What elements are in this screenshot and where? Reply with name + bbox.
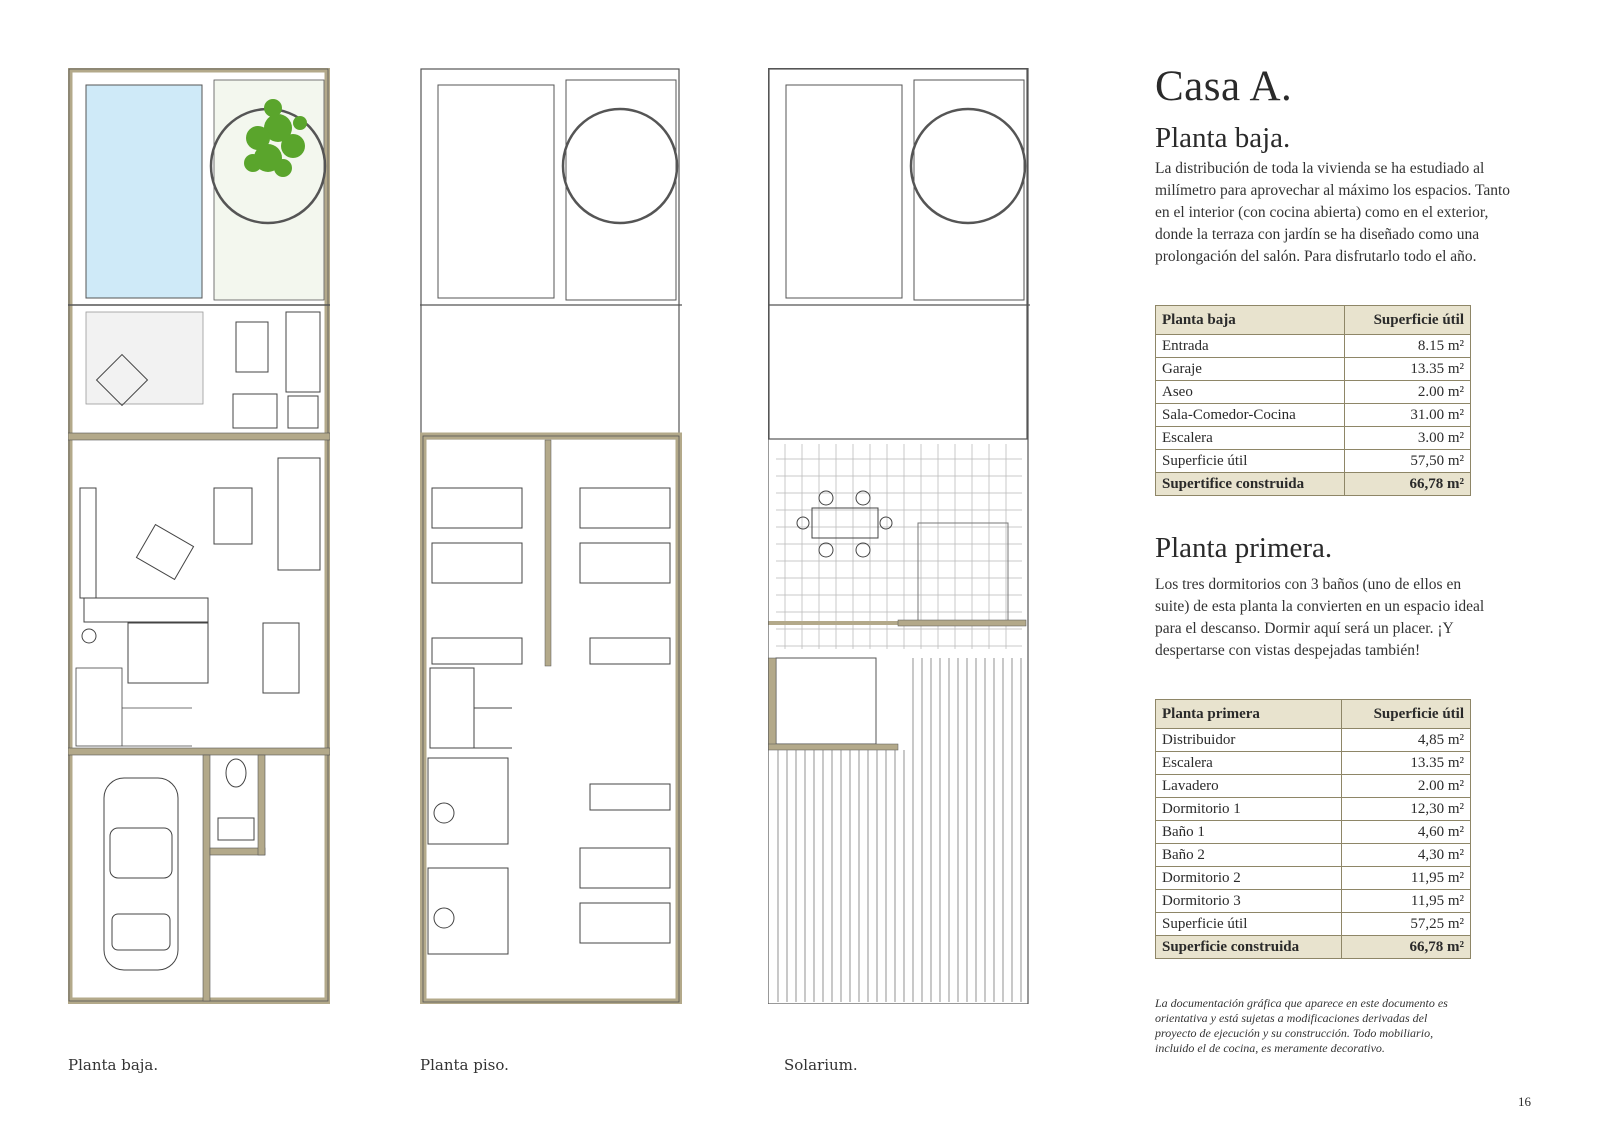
room-name: Lavadero <box>1156 775 1342 798</box>
table-row <box>1156 913 1471 936</box>
caption-plan-solarium: Solarium. <box>784 1056 858 1074</box>
room-area: 4,60 m² <box>1342 821 1471 844</box>
table-total-row <box>1156 936 1471 959</box>
ground-heading: Planta baja. <box>1155 122 1291 154</box>
table-row <box>1156 450 1471 473</box>
caption-plan-first: Planta piso. <box>420 1056 509 1074</box>
room-area: 3.00 m² <box>1344 427 1470 450</box>
room-name: Entrada <box>1156 335 1345 358</box>
room-area: 31.00 m² <box>1344 404 1470 427</box>
room-area: 12,30 m² <box>1342 798 1471 821</box>
room-name: Escalera <box>1156 427 1345 450</box>
table-row <box>1156 729 1471 752</box>
room-area: 13.35 m² <box>1342 752 1471 775</box>
table-row <box>1156 404 1471 427</box>
first-heading: Planta primera. <box>1155 532 1333 564</box>
caption-plan-ground: Planta baja. <box>68 1056 159 1074</box>
room-area: 2.00 m² <box>1344 381 1470 404</box>
table-row <box>1156 867 1471 890</box>
room-name: Distribuidor <box>1156 729 1342 752</box>
total-label: Superficie construida <box>1156 936 1342 959</box>
room-name: Baño 2 <box>1156 844 1342 867</box>
room-name: Dormitorio 3 <box>1156 890 1342 913</box>
ground-area-table <box>1155 305 1471 496</box>
table-row <box>1156 821 1471 844</box>
room-area: 8.15 m² <box>1344 335 1470 358</box>
header-room: Planta primera <box>1156 700 1342 729</box>
disclaimer-note: La documentación gráfica que aparece en este documento es orientativa y está sujetas a modificaciones derivadas del proyecto de ejecución y su construcción. Todo mobiliario, incluido el de cocina, es meramente decorativo. <box>1155 996 1448 1055</box>
table-row <box>1156 358 1471 381</box>
page-number: 16 <box>1518 1094 1531 1109</box>
room-name: Aseo <box>1156 381 1345 404</box>
floor-plan-solarium <box>768 68 1030 1004</box>
room-name: Superficie útil <box>1156 913 1342 936</box>
table-header <box>1156 700 1471 729</box>
header-room: Planta baja <box>1156 306 1345 335</box>
table-row <box>1156 381 1471 404</box>
room-area: 57,50 m² <box>1344 450 1470 473</box>
room-area: 11,95 m² <box>1342 890 1471 913</box>
table-row <box>1156 752 1471 775</box>
floor-plan-first <box>420 68 682 1004</box>
total-area: 66,78 m² <box>1344 473 1470 496</box>
header-area: Superficie útil <box>1344 306 1470 335</box>
total-label: Supertifice construida <box>1156 473 1345 496</box>
table-row <box>1156 798 1471 821</box>
room-area: 13.35 m² <box>1344 358 1470 381</box>
room-area: 4,30 m² <box>1342 844 1471 867</box>
room-name: Escalera <box>1156 752 1342 775</box>
room-area: 11,95 m² <box>1342 867 1471 890</box>
room-area: 57,25 m² <box>1342 913 1471 936</box>
table-row <box>1156 427 1471 450</box>
first-area-table <box>1155 699 1471 959</box>
table-row <box>1156 775 1471 798</box>
room-name: Dormitorio 1 <box>1156 798 1342 821</box>
table-row <box>1156 844 1471 867</box>
table-row <box>1156 335 1471 358</box>
room-name: Dormitorio 2 <box>1156 867 1342 890</box>
total-area: 66,78 m² <box>1342 936 1471 959</box>
room-name: Garaje <box>1156 358 1345 381</box>
room-name: Baño 1 <box>1156 821 1342 844</box>
table-row <box>1156 890 1471 913</box>
room-area: 4,85 m² <box>1342 729 1471 752</box>
table-total-row <box>1156 473 1471 496</box>
page-title: Casa A. <box>1155 63 1293 110</box>
room-area: 2.00 m² <box>1342 775 1471 798</box>
floor-plan-ground <box>68 68 330 1004</box>
header-area: Superficie útil <box>1342 700 1471 729</box>
first-description: Los tres dormitorios con 3 baños (uno de ellos en suite) de esta planta la convierten en un espacio ideal para el descanso. Dormir aquí será un placer. ¡Y despertarse con vistas despejadas también! <box>1155 576 1485 659</box>
room-name: Superficie útil <box>1156 450 1345 473</box>
ground-description: La distribución de toda la vivienda se ha estudiado al milímetro para aprovechar al máximo los espacios. Tanto en el interior (con cocina abierta) como en el exterior, donde la terraza con jardín se ha diseñado como una prolongación del salón. Para disfrutarlo todo el año. <box>1155 160 1511 265</box>
room-name: Sala-Comedor-Cocina <box>1156 404 1345 427</box>
table-header <box>1156 306 1471 335</box>
